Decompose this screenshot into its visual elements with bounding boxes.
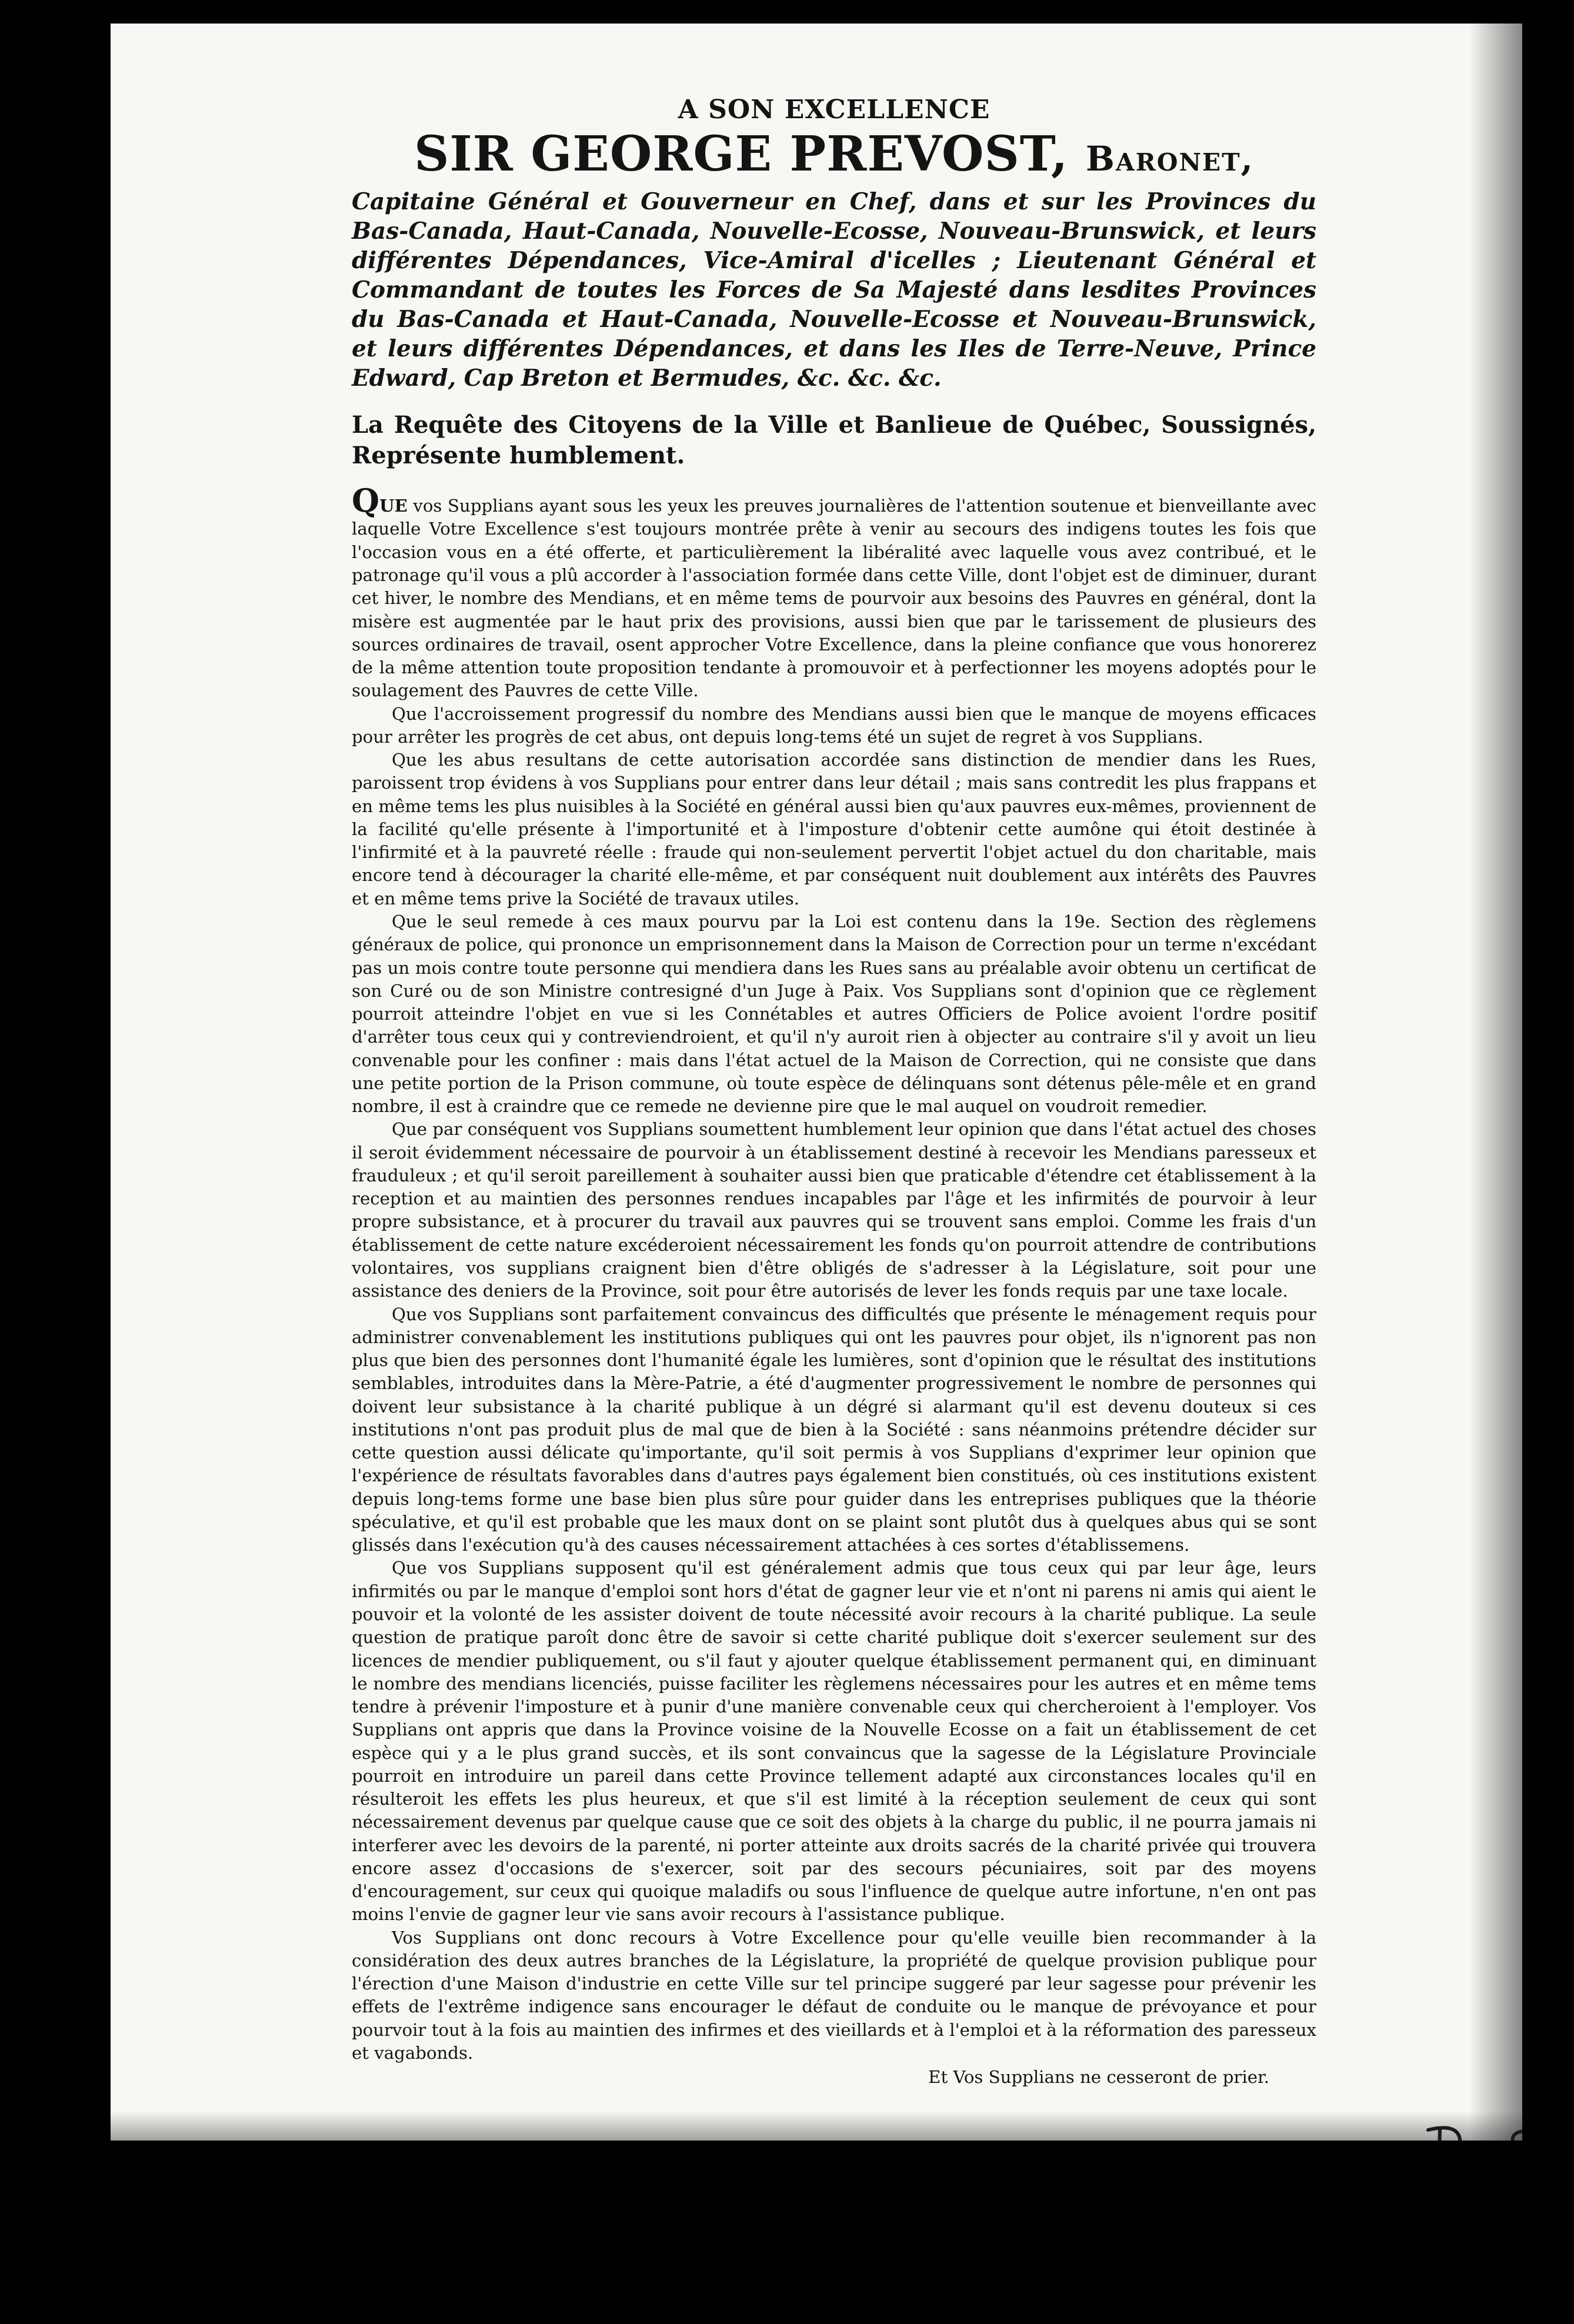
- addressee-line: A SON EXCELLENCE: [678, 95, 991, 125]
- governor-name: SIR GEORGE PREVOST,: [414, 126, 1069, 183]
- paragraph-4: Que le seul remede à ces maux pourvu par la Loi est contenu dans la 19e. Section des règlemens généraux de police, qui prononce un emprisonnement dans la Maison de Correction pour un terme n'excédant pas un mois contre toute personne qui mendiera dans les Rues sans au préalable avoir obtenu un certificat de son Curé ou de son Ministre contresigné d'un Juge à Paix. Vos Supplians sont d'opinion que ce règlement pourroit atteindre l'objet en vue si les Connétables et autres Officiers de Police avoient l'ordre positif d'arrêter tous ceux qui y contreviendroient, et qu'il n'y auroit rien à objecter au contraire s'il y avoit un lieu convenable pour les confiner : mais dans l'état actuel de la Maison de Correction, qui ne consiste que dans une petite portion de la Prison commune, où toute espèce de délinquans sont détenus pêle-mêle et en grand nombre, il est à craindre que ce remede ne devienne pire que le mal auquel on voudroit remedier.: [352, 911, 1316, 1117]
- petition-content: [352, 93, 1316, 2087]
- governor-name-line: [352, 126, 1316, 183]
- paragraph-1: [352, 482, 1317, 702]
- paragraph-1-text: vos Supplians ayant sous les yeux les preuves journalières de l'attention soutenue et bienveillante avec laquelle Votre Excellence s'est toujours montrée prête à venir au secours des indigens toutes les fois que l'occasion vous en a été offerte, et particulièrement la libéralité avec laquelle vous avez contribué, et le patronage qu'il vous a plû accorder à l'association formée dans cette Ville, dont l'objet est de diminuer, durant cet hiver, le nombre des Mendians, et en même tems de pourvoir aux besoins des Pauvres en général, dont la misère est augmentée par le haut prix des provisions, aussi bien que par le tarissement de plusieurs des sources ordinaires de travail, osent approcher Votre Excellence, dans la pleine confiance que vous honorerez de la même attention toute proposition tendante à promouvoir et à perfectionner les moyens adoptés pour le soulagement des Pauvres de cette Ville.: [352, 496, 1317, 701]
- governor-titles: Capitaine Général et Gouverneur en Chef, dans et sur les Provinces du Bas-Canada, Haut-Canada, Nouvelle-Ecosse, Nouveau-Brunswick, et leurs différentes Dépendances, Vice-Amiral d'icelles ; Lieutenant Général et Commandant de toutes les Forces de Sa Majesté dans lesdites Provinces du Bas-Canada et Haut-Canada, Nouvelle-Ecosse et Nouveau-Brunswick, et leurs différentes Dépendances, et dans les Iles de Terre-Neuve, Prince Edward, Cap Breton et Bermudes, &c. &c. &c.: [352, 188, 1316, 392]
- request-heading: La Requête des Citoyens de la Ville et Banlieue de Québec, Soussignés, Représente humblement.: [352, 410, 1316, 470]
- paragraph-7: Que vos Supplians supposent qu'il est généralement admis que tous ceux qui par leur âge, leurs infirmités ou par le manque d'emploi sont hors d'état de gagner leur vie et n'ont ni parens ni amis qui aient le pouvoir et la volonté de les assister doivent de toute nécessité avoir recours à la charité publique. La seule question de pratique paroît donc être de savoir si cette charité publique doit s'exercer seulement sur des licences de mendier publiquement, ou s'il faut y ajouter quelque établissement permanent qui, en diminuant le nombre des mendians licenciés, puisse faciliter les règlemens nécessaires pour les autres et en même tems tendre à prévenir l'imposture et à punir d'une manière convenable ceux qui chercheroient à l'employer. Vos Supplians ont appris que dans la Province voisine de la Nouvelle Ecosse on a fait un établissement de cet espèce qui y a le plus grand succès, et ils sont convaincus que la sagesse de la Législature Provinciale pourroit en introduire un pareil dans cette Province tellement adapté aux circonstances locales qu'il en résulteroit les effets les plus heureux, et que s'il est limité à la réception seulement de ceux qui sont nécessairement devenus par quelque cause que ce soit des objets à la charge du public, il ne pourra jamais ni interferer avec les devoirs de la parenté, ni porter atteinte aux droits sacrés de la charité privée qui trouvera encore assez d'occasions de s'exercer, soit par des secours pécuniaires, soit par des moyens d'encouragement, sur ceux qui quoique maladifs ou sous l'influence de quelque autre infortune, n'en ont pas moins l'envie de gagner leur vie sans avoir recours à l'assistance publique.: [352, 1558, 1316, 1925]
- closing-line: Et Vos Supplians ne cesseront de prier.: [928, 2067, 1269, 2088]
- paragraph-3: Que les abus resultans de cette autorisation accordée sans distinction de mendier dans les Rues, paroissent trop évidens à vos Supplians pour entrer dans leur détail ; mais sans contredit les plus frappans et en même tems les plus nuisibles à la Société en général aussi bien qu'aux pauvres eux-mêmes, proviennent de la facilité qu'elle présente à l'importunité et à l'imposture d'obtenir cette aumône qui étoit destinée à l'infirmité et à la pauvreté réelle : fraude qui non-seulement pervertit l'objet actuel du don charitable, mais encore tend à décourager la charité elle-même, et par conséquent nuit doublement aux intérêts des Pauvres et en même tems prive la Société de travaux utiles.: [352, 750, 1316, 909]
- governor-rank: Baronet,: [1085, 139, 1254, 179]
- drop-cap: Q: [352, 482, 380, 520]
- handwritten-annotation: [1405, 2117, 1522, 2141]
- paragraph-2: Que l'accroissement progressif du nombre des Mendians aussi bien que le manque de moyens efficaces pour arrêter les progrès de cet abus, ont depuis long-tems été un sujet de regret à vos Supplians.: [352, 703, 1316, 747]
- sheet-bottom-shadow: [111, 2111, 1522, 2141]
- paragraph-8: Vos Supplians ont donc recours à Votre Excellence pour qu'elle veuille bien recommander à la considération des deux autres branches de la Législature, la propriété de quelque provision publique pour l'érection d'une Maison d'industrie en cette Ville sur tel principe suggeré par leur sagesse pour prévenir les effets de l'extrême indigence sans encourager le défaut de conduite ou le manque de prévoyance et pour pourvoir tout à la fois au maintien des infirmes et des vieillards et à l'emploi et à la réformation des paresseux et vagabonds.: [352, 1927, 1316, 2063]
- paragraph-5: Que par conséquent vos Supplians soumettent humblement leur opinion que dans l'état actuel des choses il seroit évidemment nécessaire de pourvoir à un établissement destiné à recevoir les Mendians paresseux et frauduleux ; et qu'il seroit pareillement à souhaiter aussi bien que praticable d'étendre cet établissement à la reception et au maintien des personnes rendues incapables par l'âge et les infirmités de pourvoir à leur propre subsistance, et à procurer du travail aux pauvres qui se trouvent sans emploi. Comme les frais d'un établissement de cette nature excéderoient nécessairement les fonds qu'on pourroit attendre de contributions volontaires, vos supplians craignent bien d'être obligés de s'adresser à la Législature, soit pour une assistance des deniers de la Province, soit pour être autorisés de lever les fonds requis par une taxe locale.: [352, 1119, 1316, 1301]
- document-sheet: [111, 24, 1522, 2141]
- paragraph-6: Que vos Supplians sont parfaitement convaincus des difficultés que présente le ménagement requis pour administrer convenablement les institutions publiques qui ont les pauvres pour objet, ils n'ignorent pas non plus que bien des personnes dont l'humanité égale les lumières, sont d'opinion que le résultat des institutions semblables, introduites dans la Mère-Patrie, a été d'augmenter progressivement le nombre de personnes qui doivent leur subsistance à la charité publique à un dégré si alarmant qu'il est devenu douteux si ces institutions n'ont pas produit plus de mal que de bien à la Société : sans néanmoins prétendre décider sur cette question aussi délicate qu'importante, qu'il soit permis à vos Supplians d'exprimer leur opinion que l'expérience de résultats favorables dans d'autres pays également bien constitués, où ces institutions existent depuis long-tems forme une base bien plus sûre pour guider dans les entreprises publiques que la théorie spéculative, et qu'il est probable que les maux dont on se plaint sont plutôt dus à quelques abus qui se sont glissés dans l'exécution qu'à des causes nécessairement attachées à ces sortes d'établissemens.: [352, 1304, 1316, 1555]
- first-word-rest: UE: [379, 496, 408, 516]
- sheet-edge-shadow: [1469, 24, 1522, 2141]
